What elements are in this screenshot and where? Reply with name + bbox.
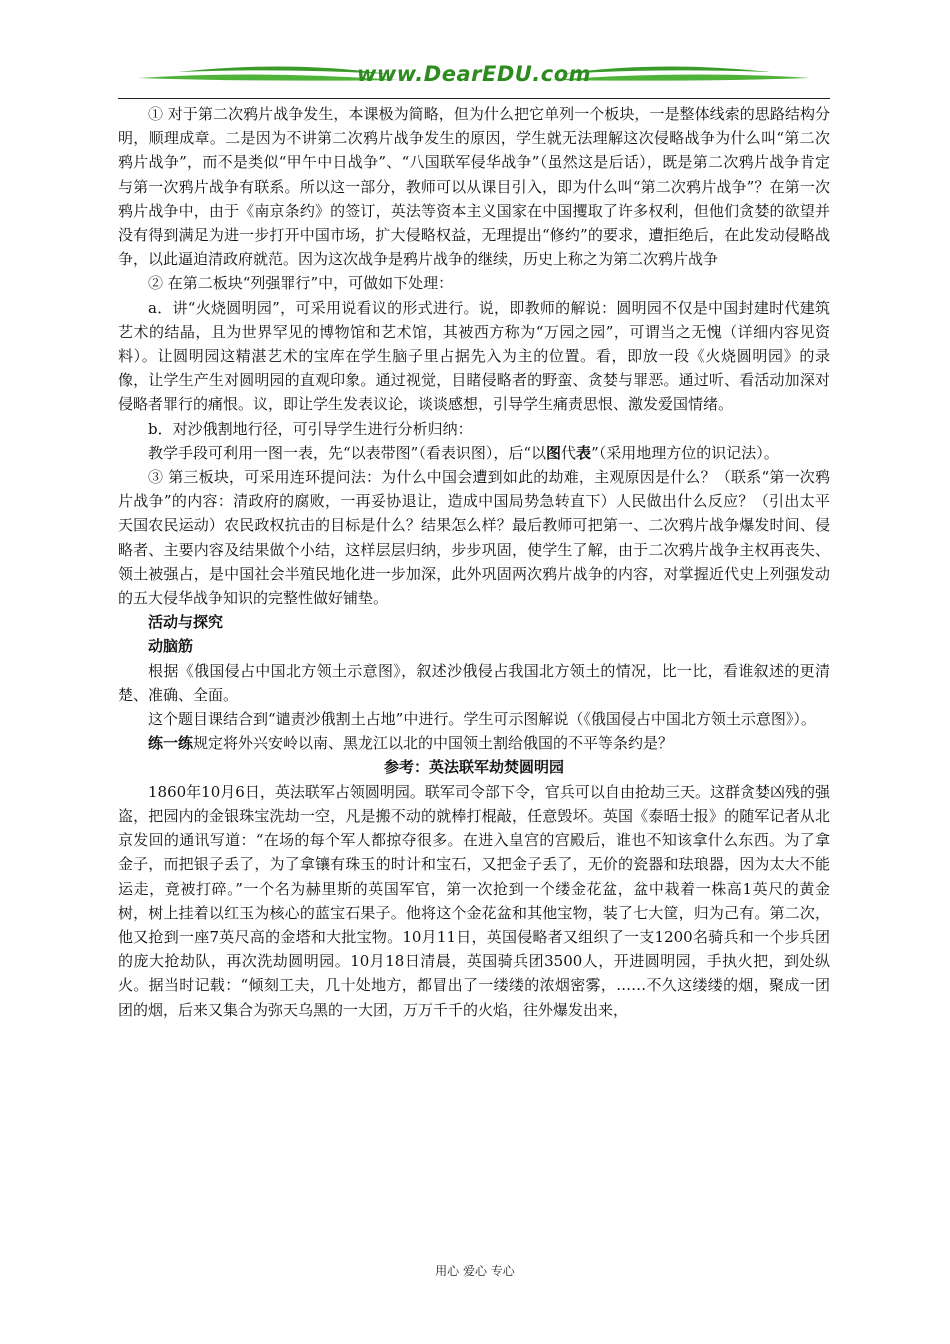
activity-note: 这个题目课结合到“谴责沙俄割土占地”中进行。学生可示图解说（《俄国侵占中国北方领土示意图》）。 [148, 710, 816, 729]
page-footer: 用心 爱心 专心 [435, 1264, 515, 1278]
header-divider [118, 98, 830, 99]
paragraph-5: ③ 第三板块，可采用连环提问法：为什么中国会遭到如此的劫难，主观原因是什么？（联系“第一次鸦片战争”的内容：清政府的腐败，一再妥协退让，造成中国局势急转直下）人民做出什么反应？（引出太平天国农民运动）农民政权抗击的目标是什么？结果怎么样？最后教师可把第一、二次鸦片战争爆发时间、侵略者、主要内容及结果做个小结，这样层层归纳，步步巩固，使学生了解，由于二次鸦片战争主权再丧失、领土被强占，是中国社会半殖民地化进一步加深，此外巩固两次鸦片战争的内容，对掌握近代史上列强发动的五大侵华战争知识的完整性做好铺垫。 [118, 468, 830, 608]
practice-question [118, 731, 830, 755]
document-body [118, 102, 830, 1022]
reference-title: 参考：英法联军劫焚圆明园 [383, 758, 564, 777]
reference-body: 1860年10月6日，英法联军占领圆明园。联军司令部下令，官兵可以自由抢劫三天。这群贪婪凶残的强盗，把园内的金银珠宝洗劫一空，凡是搬不动的就棒打棍敲，任意毁坏。英国《泰晤士报》的随军记者从北京发回的通讯写道：“在场的每个军人都掠夺很多。在进入皇宫的宫殿后，谁也不知该拿什么东西。为了拿金子，而把银子丢了，为了拿镶有珠玉的时计和宝石，又把金子丢了，无价的瓷器和珐琅器，因为太大不能运走，竟被打碎。”一个名为赫里斯的英国军官，第一次抢到一个缕金花盆，盆中栽着一株高1英尺的黄金树，树上挂着以红玉为核心的蓝宝石果子。他将这个金花盆和其他宝物，装了七大筐，归为己有。第二次，他又抢到一座7英尺高的金塔和大批宝物。10月11日，英国侵略者又组织了一支1200名骑兵和一个步兵团的庞大抢劫队，再次洗劫圆明园。10月18日清晨，英国骑兵团3500人，开进圆明园，手执火把，到处纵火。据当时记载：“倾刻工夫，几十处地方，都冒出了一缕缕的浓烟密雾，……不久这缕缕的烟，聚成一团团的烟，后来又集合为弥天乌黑的一大团，万万千千的火焰，往外爆发出来， [118, 782, 830, 1019]
paragraph-3: a．讲“火烧圆明园”，可采用说看议的形式进行。说，即教师的解说：圆明园不仅是中国封建时代建筑艺术的结晶，且为世界罕见的博物馆和艺术馆，其被西方称为“万园之园”，可谓当之无愧（详细内容见资料）。让圆明园这精湛艺术的宝库在学生脑子里占据先入为主的位置。看，即放一段《火烧圆明园》的录像，让学生产生对圆明园的直观印象。通过视觉，目睹侵略者的野蛮、贪婪与罪恶。通过听、看活动加深对侵略者罪行的痛恨。议，即让学生发表议论，谈谈感想，引导学生痛责思恨、激发爱国情绪。 [118, 298, 830, 414]
practice-label: 练一练 [148, 734, 194, 753]
activity-subheading: 动脑筋 [148, 637, 194, 656]
teaching-bold-2: 表 [576, 443, 592, 462]
practice-text: 规定将外兴安岭以南、黑龙江以北的中国领土割给俄国的不平等条约是？ [193, 734, 674, 753]
teaching-text-3: ”（采用地理方位的识记法）。 [591, 443, 779, 462]
activity-task: 根据《俄国侵占中国北方领土示意图》，叙述沙俄侵占我国北方领土的情况，比一比，看谁叙述的更清楚、准确、全面。 [118, 661, 830, 704]
teaching-method [118, 441, 830, 465]
teaching-text-2: 代 [561, 443, 577, 462]
teaching-text-1: 教学手段可利用一图一表，先“以表带图”（看表识图），后“以 [148, 443, 547, 462]
paragraph-4: b．对沙俄割地行径，可引导学生进行分析归纳： [148, 419, 473, 438]
site-logo-text: www.DearEDU.com [356, 62, 592, 86]
teaching-bold-1: 图 [546, 443, 562, 462]
site-header [118, 58, 830, 98]
activity-heading: 活动与探究 [148, 613, 224, 632]
paragraph-2: ② 在第二板块“列强罪行”中，可做如下处理： [148, 274, 454, 293]
paragraph-1: ① 对于第二次鸦片战争发生，本课极为简略，但为什么把它单列一个板块，一是整体线索的思路结构分明，顺理成章。二是因为不讲第二次鸦片战争发生的原因，学生就无法理解这次侵略战争为什么叫“第二次鸦片战争”，而不是类似“甲午中日战争”、“八国联军侵华战争”（虽然这是后话），既是第二次鸦片战争肯定与第一次鸦片战争有联系。所以这一部分，教师可以从课目引入，即为什么叫“第二次鸦片战争”？在第一次鸦片战争中，由于《南京条约》的签订，英法等资本主义国家在中国攫取了许多权利，但他们贪婪的欲望并没有得到满足为进一步打开中国市场，扩大侵略权益，无理提出“修约”的要求，遭拒绝后，在此发动侵略战争，以此逼迫清政府就范。因为这次战争是鸦片战争的继续，历史上称之为第二次鸦片战争 [118, 105, 830, 269]
